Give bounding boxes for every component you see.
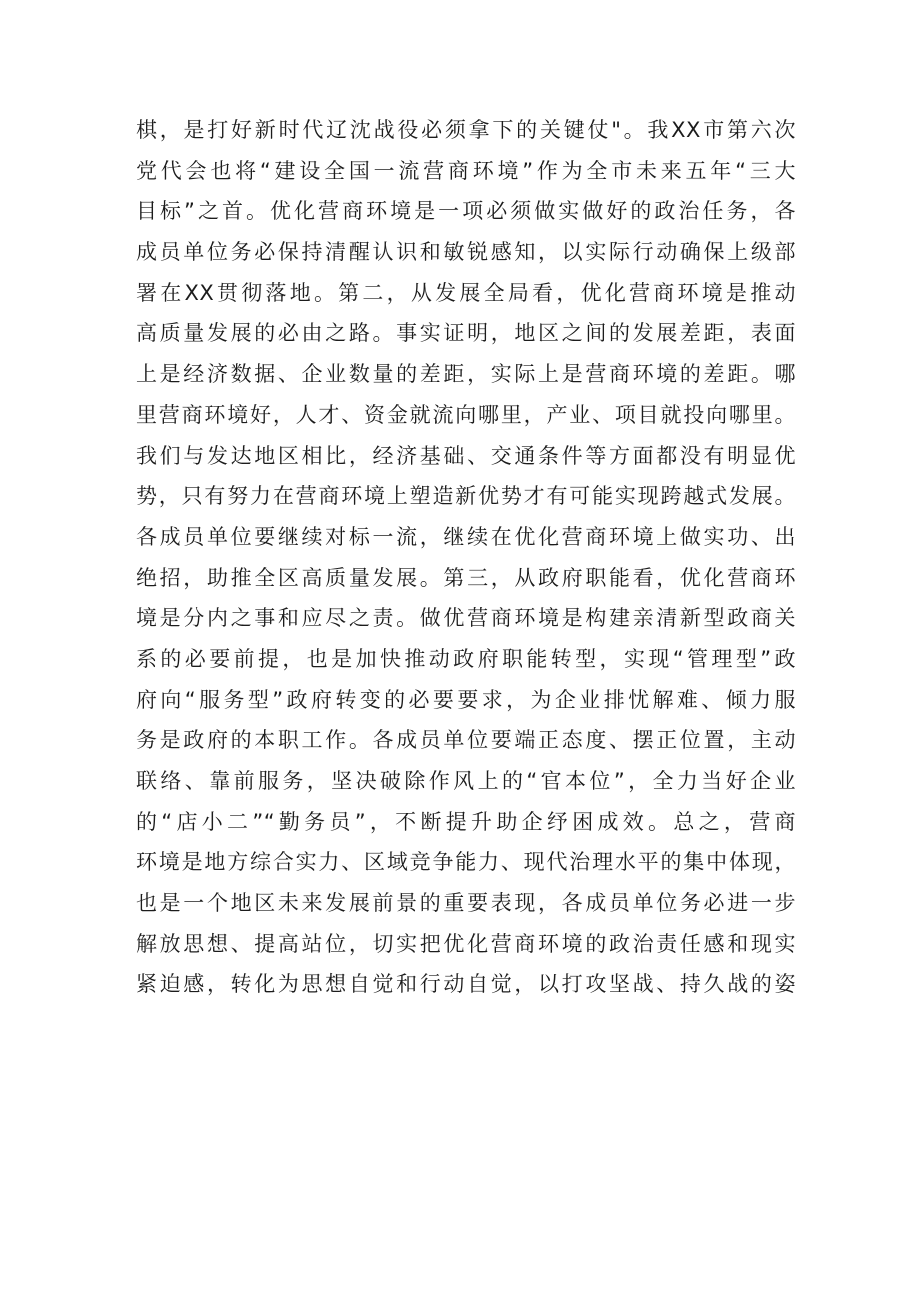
text-line: 联络、靠前服务，坚决破除作风上的“官本位”，全力当好企业 xyxy=(136,769,796,793)
text-line: 我们与发达地区相比，经济基础、交通条件等方面都没有明显优 xyxy=(136,443,796,468)
text-line: 也是一个地区未来发展前景的重要表现，各成员单位务必进一步 xyxy=(136,891,796,916)
text-line: 里营商环境好，人才、资金就流向哪里，产业、项目就投向哪里。 xyxy=(136,402,796,427)
text-line: 各成员单位要继续对标一流，继续在优化营商环境上做实功、出 xyxy=(136,524,796,549)
text-line: 系的必要前提，也是加快推动政府职能转型，实现“管理型”政 xyxy=(136,646,796,671)
text-line: 势，只有努力在营商环境上塑造新优势才有可能实现跨越式发展。 xyxy=(136,484,796,509)
text-line: 上是经济数据、企业数量的差距，实际上是营商环境的差距。哪 xyxy=(136,362,796,387)
body-paragraph xyxy=(136,110,796,1005)
text-line: 署在XX贯彻落地。第二，从发展全局看，优化营商环境是推动 xyxy=(136,280,796,305)
text-line: 紧迫感，转化为思想自觉和行动自觉，以打攻坚战、持久战的姿 xyxy=(136,972,796,997)
text-line: 境是分内之事和应尽之责。做优营商环境是构建亲清新型政商关 xyxy=(136,606,796,631)
text-line: 务是政府的本职工作。各成员单位要端正态度、摆正位置，主动 xyxy=(136,728,796,753)
text-line: 的“店小二”“勤务员”，不断提升助企纾困成效。总之，营商 xyxy=(136,809,796,834)
text-line: 解放思想、提高站位，切实把优化营商环境的政治责任感和现实 xyxy=(136,931,796,956)
text-line: 绝招，助推全区高质量发展。第三，从政府职能看，优化营商环 xyxy=(136,565,796,590)
text-line: 环境是地方综合实力、区域竞争能力、现代治理水平的集中体现， xyxy=(136,850,796,875)
text-line: 高质量发展的必由之路。事实证明，地区之间的发展差距，表面 xyxy=(136,321,796,346)
text-line: 成员单位务必保持清醒认识和敏锐感知，以实际行动确保上级部 xyxy=(136,240,796,265)
text-line: 棋，是打好新时代辽沈战役必须拿下的关键仗"。我XX市第六次 xyxy=(136,118,796,142)
text-line: 党代会也将“建设全国一流营商环境”作为全市未来五年“三大 xyxy=(136,158,796,183)
text-line: 府向“服务型”政府转变的必要要求，为企业排忧解难、倾力服 xyxy=(136,687,796,712)
text-line: 目标”之首。优化营商环境是一项必须做实做好的政治任务，各 xyxy=(136,199,796,224)
